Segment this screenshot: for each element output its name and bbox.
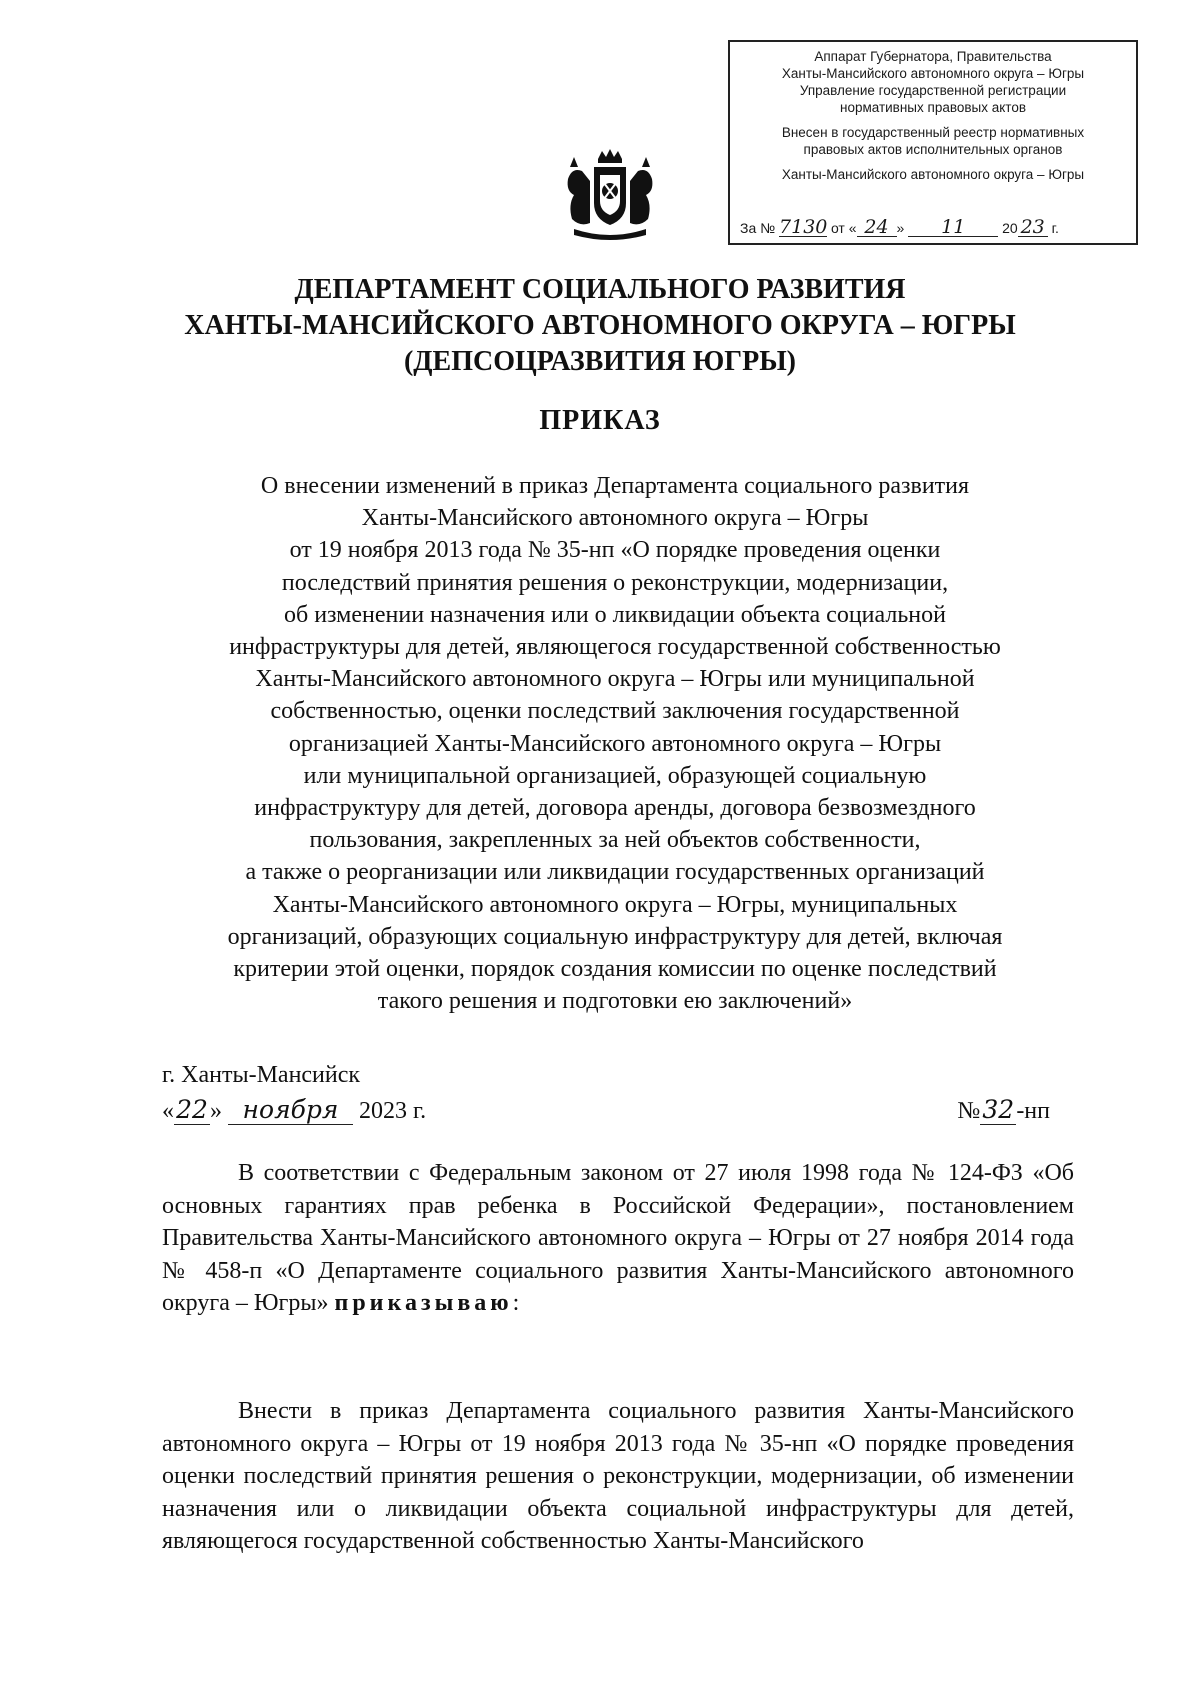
document-type-title: ПРИКАЗ xyxy=(539,405,661,436)
org-name-line: ДЕПАРТАМЕНТ СОЦИАЛЬНОГО РАЗВИТИЯ xyxy=(294,274,906,305)
stamp-year-prefix: 20 xyxy=(1002,220,1018,236)
subject-line: такого решения и подготовки ею заключений» xyxy=(377,988,853,1015)
coat-of-arms-icon xyxy=(560,145,660,245)
date-month: ноября xyxy=(228,1095,353,1125)
stamp-year-end: г. xyxy=(1051,220,1059,236)
order-number-suffix: -нп xyxy=(1016,1098,1050,1124)
org-name-line: ХАНТЫ-МАНСИЙСКОГО АВТОНОМНОГО ОКРУГА – ЮГРЫ xyxy=(184,310,1016,341)
stamp-line: правовых актов исполнительных органов xyxy=(803,142,1063,157)
order-date xyxy=(162,1095,426,1125)
order-number-prefix: № xyxy=(957,1098,981,1124)
stamp-close-quote: » xyxy=(896,220,905,236)
order-number-value: 32 xyxy=(980,1095,1016,1125)
registration-stamp xyxy=(728,40,1138,245)
org-name-line: (ДЕПСОЦРАЗВИТИЯ ЮГРЫ) xyxy=(403,346,797,377)
date-close-quote: » xyxy=(210,1098,222,1124)
order-command: приказываю xyxy=(334,1290,513,1317)
preamble-text: В соответствии с Федеральным законом от 27 июля 1998 года № 124-ФЗ «Об основных гарантиях прав ребенка в Российской Федерации», постановлением Правительства Ханты-Мансийского автономного округа – Югры от 27 ноября 2014 года № 458-п «О Департаменте социального развития Ханты-Мансийского автономного округа – Югры» xyxy=(162,1160,1074,1317)
stamp-from-label: от « xyxy=(830,220,857,236)
place-of-issue: г. Ханты-Мансийск xyxy=(162,1062,361,1088)
stamp-day: 24 xyxy=(857,219,897,237)
subject-line: О внесении изменений в приказ Департамента социального развития xyxy=(260,473,970,499)
subject-line: а также о реорганизации или ликвидации государственных организаций xyxy=(245,859,985,886)
subject-line: от 19 ноября 2013 года № 35-нп «О порядке проведения оценки xyxy=(289,537,941,564)
order-subject xyxy=(150,470,1080,1017)
stamp-line: Ханты-Мансийского автономного округа – Югры xyxy=(781,167,1085,182)
stamp-line: Внесен в государственный реестр нормативных xyxy=(781,125,1085,140)
stamp-month: 11 xyxy=(908,219,998,237)
subject-line: организаций, образующих социальную инфраструктуру для детей, включая xyxy=(227,923,1003,950)
subject-line: инфраструктуру для детей, договора аренды, договора безвозмездного xyxy=(254,795,976,822)
subject-line: об изменении назначения или о ликвидации объекта социальной xyxy=(283,601,946,628)
organization-heading xyxy=(0,272,1200,380)
subject-line: собственностью, оценки последствий заключения государственной xyxy=(270,698,960,725)
subject-line: Ханты-Мансийского автономного округа – Югры или муниципальной xyxy=(255,666,975,693)
subject-line: инфраструктуры для детей, являющегося государственной собственностью xyxy=(229,634,1001,661)
subject-line: организацией Ханты-Мансийского автономного округа – Югры xyxy=(288,730,942,757)
stamp-registration-number xyxy=(740,216,1128,238)
preamble-paragraph xyxy=(162,1157,1074,1320)
subject-line: или муниципальной организацией, образующей социальную xyxy=(303,762,927,789)
stamp-number-value: 7130 xyxy=(779,216,828,238)
preamble-end: : xyxy=(512,1290,520,1317)
stamp-line: Ханты-Мансийского автономного округа – Югры xyxy=(781,66,1085,81)
stamp-line: нормативных правовых актов xyxy=(839,100,1027,115)
date-open-quote: « xyxy=(162,1098,174,1124)
stamp-number-prefix: За № xyxy=(740,220,776,236)
amendment-paragraph: Внести в приказ Департамента социального развития Ханты-Мансийского автономного округа – Югры от 19 ноября 2013 года № 35-нп «О порядке проведения оценки последствий принятия решения о реконструкции, модернизации, об изменении назначения или о ликвидации объекта социальной инфраструктуры для детей, являющегося государственной собственностью Ханты-Мансийского xyxy=(162,1398,1074,1555)
order-number xyxy=(957,1095,1050,1125)
date-year: 2023 г. xyxy=(359,1098,427,1124)
stamp-line: Управление государственной регистрации xyxy=(799,83,1067,98)
stamp-line: Аппарат Губернатора, Правительства xyxy=(814,49,1052,64)
stamp-year-suffix: 23 xyxy=(1018,219,1048,237)
subject-line: Ханты-Мансийского автономного округа – Югры xyxy=(361,505,869,532)
subject-line: пользования, закрепленных за ней объектов собственности, xyxy=(309,827,921,854)
subject-line: критерии этой оценки, порядок создания комиссии по оценке последствий xyxy=(233,956,997,983)
subject-line: последствий принятия решения о реконструкции, модернизации, xyxy=(281,569,949,596)
date-day: 22 xyxy=(174,1095,210,1125)
subject-line: Ханты-Мансийского автономного округа – Югры, муниципальных xyxy=(272,891,958,918)
